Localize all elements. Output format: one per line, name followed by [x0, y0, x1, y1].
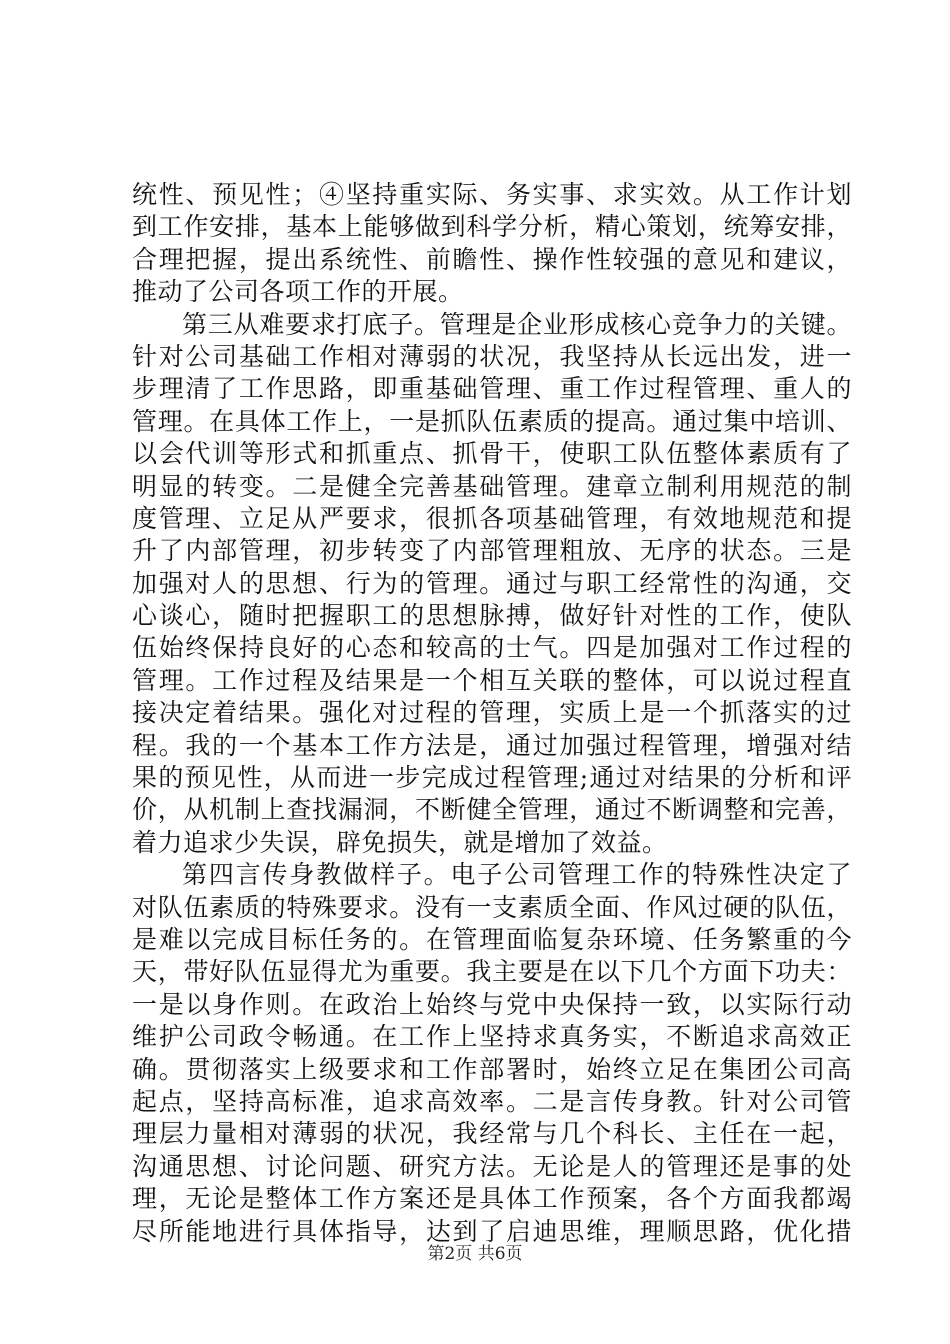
text-line: 步理清了工作思路，即重基础管理、重工作过程管理、重人的 — [132, 374, 852, 404]
text-line: 统性、预见性；④坚持重实际、务实事、求实效。从工作计划 — [132, 180, 852, 209]
text-line: 心谈心，随时把握职工的思想脉搏，做好针对性的工作，使队 — [132, 601, 852, 631]
text-line: 程。我的一个基本工作方法是，通过加强过程管理，增强对结 — [132, 730, 852, 760]
text-line: 一是以身作则。在政治上始终与党中央保持一致，以实际行动 — [132, 989, 852, 1019]
text-line: 接决定着结果。强化对过程的管理，实质上是一个抓落实的过 — [132, 698, 852, 728]
text-line: 确。贯彻落实上级要求和工作部署时，始终立足在集团公司高 — [132, 1054, 852, 1084]
text-line: 价，从机制上查找漏洞，不断健全管理，通过不断调整和完善， — [132, 795, 852, 825]
text-line: 到工作安排，基本上能够做到科学分析，精心策划，统筹安排， — [132, 212, 852, 242]
page-number-footer: 第2页 共6页 — [427, 1244, 523, 1264]
text-line: 尽所能地进行具体指导，达到了启迪思维，理顺思路，优化措 — [132, 1216, 852, 1246]
text-line: 管理。工作过程及结果是一个相互关联的整体，可以说过程直 — [132, 665, 852, 695]
text-line: 管理。在具体工作上，一是抓队伍素质的提高。通过集中培训、 — [132, 406, 852, 436]
text-line: 加强对人的思想、行为的管理。通过与职工经常性的沟通，交 — [132, 568, 852, 598]
text-line: 合理把握，提出系统性、前瞻性、操作性较强的意见和建议， — [132, 244, 852, 274]
text-line: 针对公司基础工作相对薄弱的状况，我坚持从长远出发，进一 — [132, 341, 852, 371]
text-line: 沟通思想、讨论问题、研究方法。无论是人的管理还是事的处 — [132, 1151, 852, 1181]
text-line: 理，无论是整体工作方案还是具体工作预案，各个方面我都竭 — [132, 1184, 852, 1214]
paragraph-start-line: 第三从难要求打底子。管理是企业形成核心竞争力的关键。 — [182, 309, 852, 339]
text-line: 推动了公司各项工作的开展。 — [132, 277, 464, 307]
text-line: 维护公司政令畅通。在工作上坚持求真务实，不断追求高效正 — [132, 1022, 852, 1052]
text-line: 明显的转变。二是健全完善基础管理。建章立制利用规范的制 — [132, 471, 852, 501]
text-line: 是难以完成目标任务的。在管理面临复杂环境、任务繁重的今 — [132, 924, 852, 954]
text-line: 着力追求少失误，辟免损失，就是增加了效益。 — [132, 827, 668, 857]
text-line: 对队伍素质的特殊要求。没有一支素质全面、作风过硬的队伍， — [132, 892, 852, 922]
paragraph-start-line: 第四言传身教做样子。电子公司管理工作的特殊性决定了 — [182, 860, 852, 890]
text-line: 起点，坚持高标准，追求高效率。二是言传身教。针对公司管 — [132, 1086, 852, 1116]
text-line: 天，带好队伍显得尤为重要。我主要是在以下几个方面下功夫： — [132, 957, 852, 987]
text-line: 果的预见性，从而进一步完成过程管理;通过对结果的分析和评 — [132, 763, 852, 793]
text-line: 理层力量相对薄弱的状况，我经常与几个科长、主任在一起， — [132, 1119, 852, 1149]
text-line: 度管理、立足从严要求，很抓各项基础管理，有效地规范和提 — [132, 503, 852, 533]
text-line: 伍始终保持良好的心态和较高的士气。四是加强对工作过程的 — [132, 633, 852, 663]
text-line: 升了内部管理，初步转变了内部管理粗放、无序的状态。三是 — [132, 536, 852, 566]
text-line: 以会代训等形式和抓重点、抓骨干，使职工队伍整体素质有了 — [132, 439, 852, 469]
document-body — [132, 179, 852, 1248]
